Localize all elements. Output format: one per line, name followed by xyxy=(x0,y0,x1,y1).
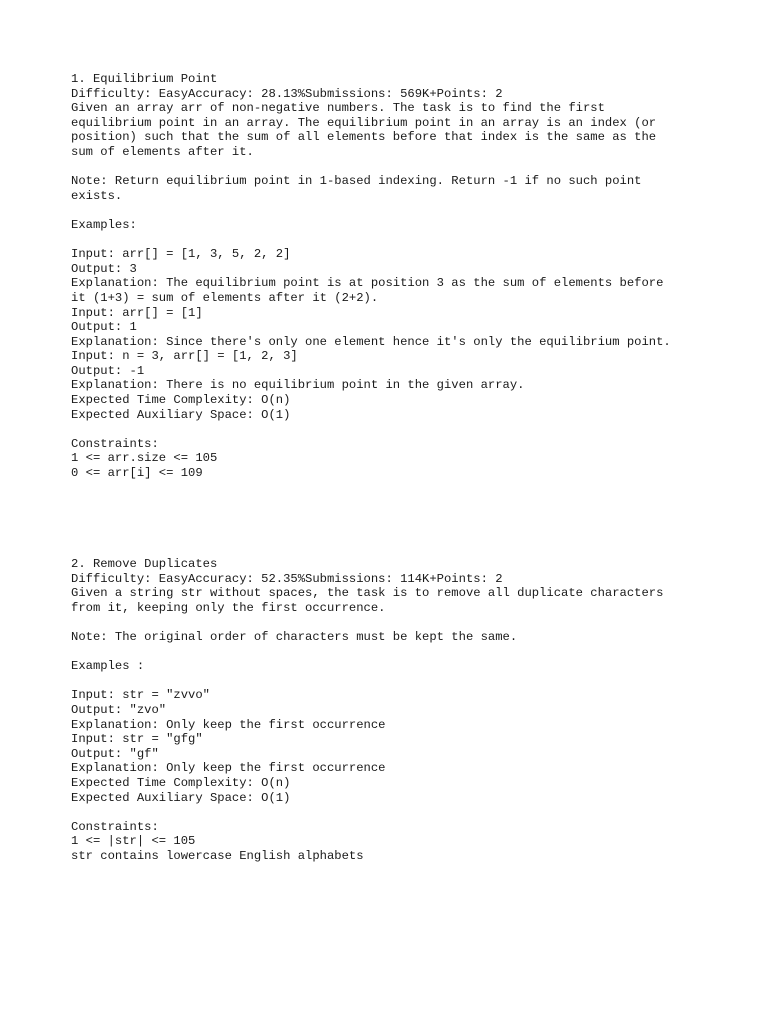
constraints-heading: Constraints: xyxy=(71,819,159,834)
note-line: Note: The original order of characters must be kept the same. xyxy=(71,629,518,644)
description-line: sum of elements after it. xyxy=(71,144,254,159)
example-line: Explanation: Only keep the first occurrence xyxy=(71,761,386,776)
spacer xyxy=(71,615,731,630)
problem-title: 2. Remove Duplicates xyxy=(71,557,218,571)
complexity-line: Expected Time Complexity: O(n) xyxy=(71,775,291,790)
spacer xyxy=(71,233,731,248)
problem-title: 1. Equilibrium Point xyxy=(71,72,218,86)
example-line: Input: str = "zvvo" xyxy=(71,688,210,703)
constraints-heading: Constraints: xyxy=(71,436,159,451)
examples-heading: Examples: xyxy=(71,217,137,232)
problem-meta: Difficulty: EasyAccuracy: 28.13%Submissions: 569K+Points: 2 xyxy=(71,86,503,101)
example-line: Output: 3 xyxy=(71,261,137,276)
example-line: Output: "zvo" xyxy=(71,702,167,717)
constraint-line: 1 <= arr.size <= 105 xyxy=(71,451,218,466)
constraint-line: 1 <= |str| <= 105 xyxy=(71,834,196,849)
example-line: Explanation: There is no equilibrium point in the given array. xyxy=(71,378,525,393)
example-line: Input: arr[] = [1] xyxy=(71,305,203,320)
spacer xyxy=(71,674,731,689)
spacer xyxy=(71,422,731,437)
note-line: Note: Return equilibrium point in 1-based indexing. Return -1 if no such point xyxy=(71,174,642,189)
example-line: Explanation: The equilibrium point is at position 3 as the sum of elements before xyxy=(71,276,664,291)
example-line: it (1+3) = sum of elements after it (2+2). xyxy=(71,290,379,305)
example-line: Input: arr[] = [1, 3, 5, 2, 2] xyxy=(71,247,291,262)
example-line: Explanation: Since there's only one element hence it's only the equilibrium point. xyxy=(71,334,671,349)
constraint-line: str contains lowercase English alphabets xyxy=(71,848,364,863)
spacer xyxy=(71,203,731,218)
description-line: Given an array arr of non-negative numbers. The task is to find the first xyxy=(71,101,605,116)
example-line: Output: "gf" xyxy=(71,746,159,761)
note-line: exists. xyxy=(71,188,123,203)
spacer xyxy=(71,645,731,660)
spacer xyxy=(71,805,731,820)
example-line: Input: str = "gfg" xyxy=(71,732,203,747)
description-line: from it, keeping only the first occurrence. xyxy=(71,600,386,615)
problem-equilibrium-point xyxy=(71,72,731,481)
example-line: Output: -1 xyxy=(71,363,145,378)
complexity-line: Expected Time Complexity: O(n) xyxy=(71,393,291,408)
constraint-line: 0 <= arr[i] <= 109 xyxy=(71,466,203,481)
description-line: position) such that the sum of all elements before that index is the same as the xyxy=(71,130,657,145)
problem-meta: Difficulty: EasyAccuracy: 52.35%Submissions: 114K+Points: 2 xyxy=(71,571,503,586)
example-line: Output: 1 xyxy=(71,320,137,335)
example-line: Input: n = 3, arr[] = [1, 2, 3] xyxy=(71,349,298,364)
complexity-line: Expected Auxiliary Space: O(1) xyxy=(71,790,291,805)
example-line: Explanation: Only keep the first occurrence xyxy=(71,717,386,732)
problem-remove-duplicates xyxy=(71,557,731,863)
description-line: Given a string str without spaces, the task is to remove all duplicate characters xyxy=(71,586,664,601)
examples-heading: Examples : xyxy=(71,659,145,674)
spacer xyxy=(71,160,731,175)
description-line: equilibrium point in an array. The equilibrium point in an array is an index (or xyxy=(71,115,657,130)
complexity-line: Expected Auxiliary Space: O(1) xyxy=(71,407,291,422)
